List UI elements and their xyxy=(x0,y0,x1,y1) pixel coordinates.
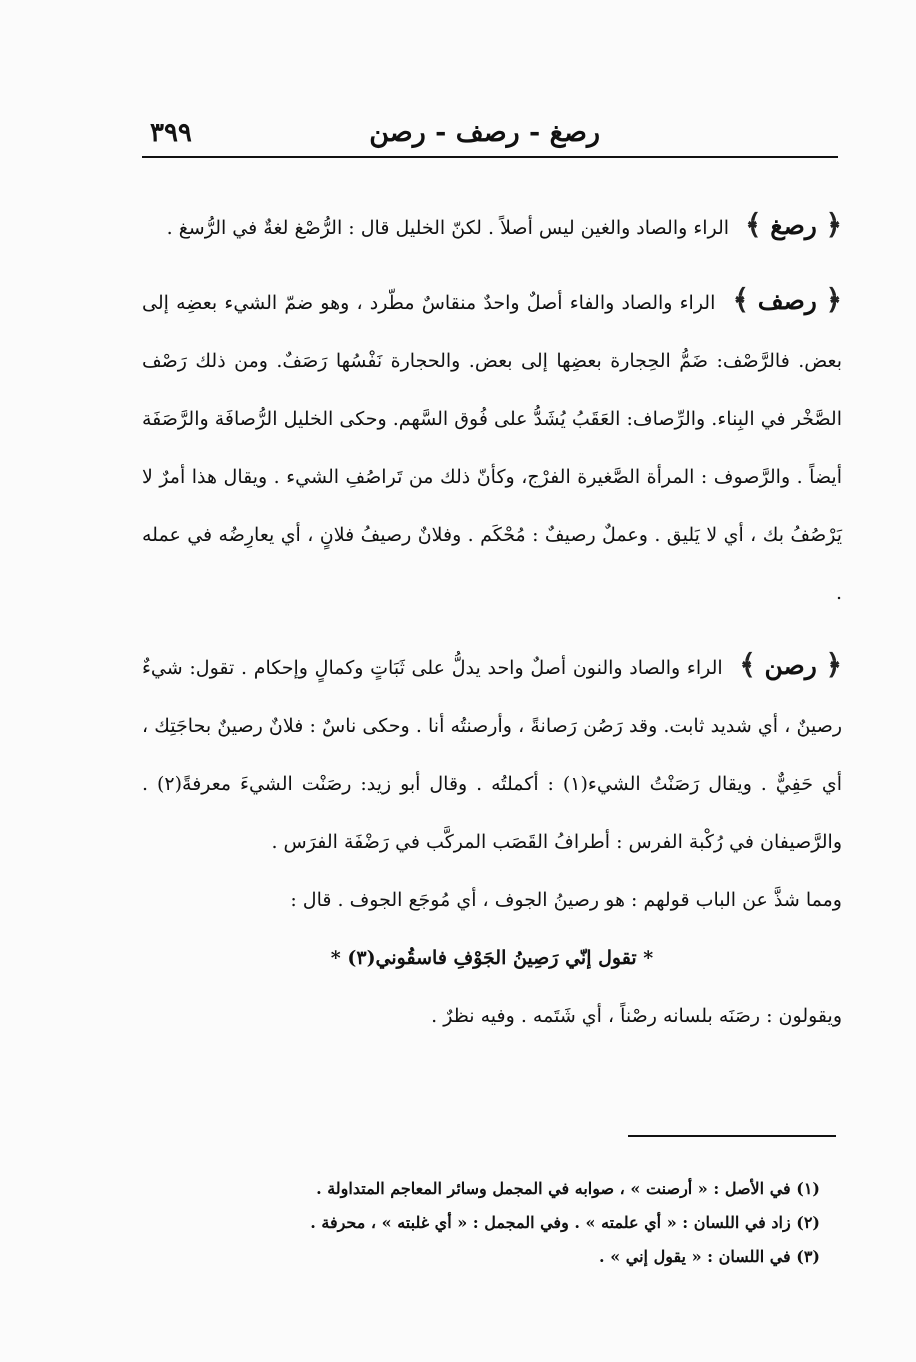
ornate-bracket-icon: ﴿ xyxy=(825,283,843,316)
entry-paragraph xyxy=(142,271,842,622)
ornate-bracket-icon: ﴾ xyxy=(739,648,756,681)
entry-rasagh xyxy=(142,196,842,257)
poetry-verse: * تقول إنّي رَصِينُ الجَوْفِ فاسقُوني(٣) * xyxy=(330,947,654,969)
entry-headword xyxy=(739,636,842,695)
page-header xyxy=(140,112,840,152)
header-rule xyxy=(142,156,838,158)
page-body xyxy=(142,196,842,1045)
entry-rasan xyxy=(142,636,842,1045)
page-number: ٣٩٩ xyxy=(150,118,192,148)
exception-line: ومما شذَّ عن الباب قولهم : هو رصينُ الجوف ، أي مُوجَع الجوف . قال : xyxy=(290,889,842,911)
running-head: رصغ - رصف - رصن xyxy=(369,117,600,148)
entry-headword xyxy=(733,271,842,330)
footnote-2: (٢) زاد في اللسان : « أي علمته » . وفي المجمل : « أي غلبته » ، محرفة . xyxy=(310,1213,820,1232)
headword-text: رصف xyxy=(757,286,817,315)
ornate-bracket-icon: ﴾ xyxy=(745,208,762,241)
headword-text: رصن xyxy=(764,651,817,680)
ornate-bracket-icon: ﴿ xyxy=(825,208,842,241)
entry-rasaf xyxy=(142,271,842,622)
entry-paragraph xyxy=(142,636,842,871)
headword-text: رصغ xyxy=(770,211,817,240)
ornate-bracket-icon: ﴿ xyxy=(825,648,842,681)
footnote-1: (١) في الأصل : « أرصنت » ، صوابه في المجمل وسائر المعاجم المتداولة . xyxy=(316,1179,820,1198)
entry-paragraph xyxy=(142,196,842,257)
footnote-rule xyxy=(628,1135,836,1137)
entry-text: الراء والصاد والغين ليس أصلاً . لكنّ الخليل قال : الرُّصْغ لغةٌ في الرُّسغ . xyxy=(166,217,730,239)
closing-line: ويقولون : رصَنَه بلسانه رصْناً ، أي شَتَمه . وفيه نظرٌ . xyxy=(431,1005,842,1027)
footnotes xyxy=(200,1172,820,1274)
footnote-3: (٣) في اللسان : « يقول إني » . xyxy=(599,1247,820,1266)
entry-text: الراء والصاد والفاء أصلٌ واحدٌ منقاسٌ مطّرد ، وهو ضمّ الشيء بعضِه إلى بعض. فالرَّصْف: ضَمُّ الحِجارة بعضِها إلى بعض. والحجارة نَفْسُها رَصَفٌ. ومن ذلك رَصْف الصَّخْر في البِناء. والرِّصاف: العَقَبُ يُشَدُّ على فُوق السَّهم. وحكى الخليل الرُّصافَة والرَّصَفَة أيضاً . والرَّصوف : المرأة الصَّغيرة الفرْج، وكأنّ ذلك من تَراصُفِ الشيء . ويقال هذا أمرٌ لا يَرْصُفُ بك ، أي لا يَليق . وعملٌ رصيفٌ : مُحْكَم . وفلانٌ رصيفُ فلانٍ ، أي يعارِضُه في عمله . xyxy=(142,292,842,604)
entry-headword xyxy=(745,196,842,255)
ornate-bracket-icon: ﴾ xyxy=(732,283,749,316)
entry-text: الراء والصاد والنون أصلٌ واحد يدلُّ على ثَبَاتٍ وكمالٍ وإحكام . تقول: شيءٌ رصينٌ ، أي شديد ثابت. وقد رَصُن رَصانةً ، وأرصنتُه أنا . وحكى ناسٌ : فلانٌ رصينٌ بحاجَتِك ، أي حَفِيٌّ . ويقال رَصَنْتُ الشيء(١) : أكملتُه . وقال أبو زيد: رصَنْت الشيءَ معرفةً(٢) . والرَّصيفان في رُكْبة الفرس : أطرافُ القَصَب المركَّب في رَضْفَة الفرَس . xyxy=(142,657,843,853)
